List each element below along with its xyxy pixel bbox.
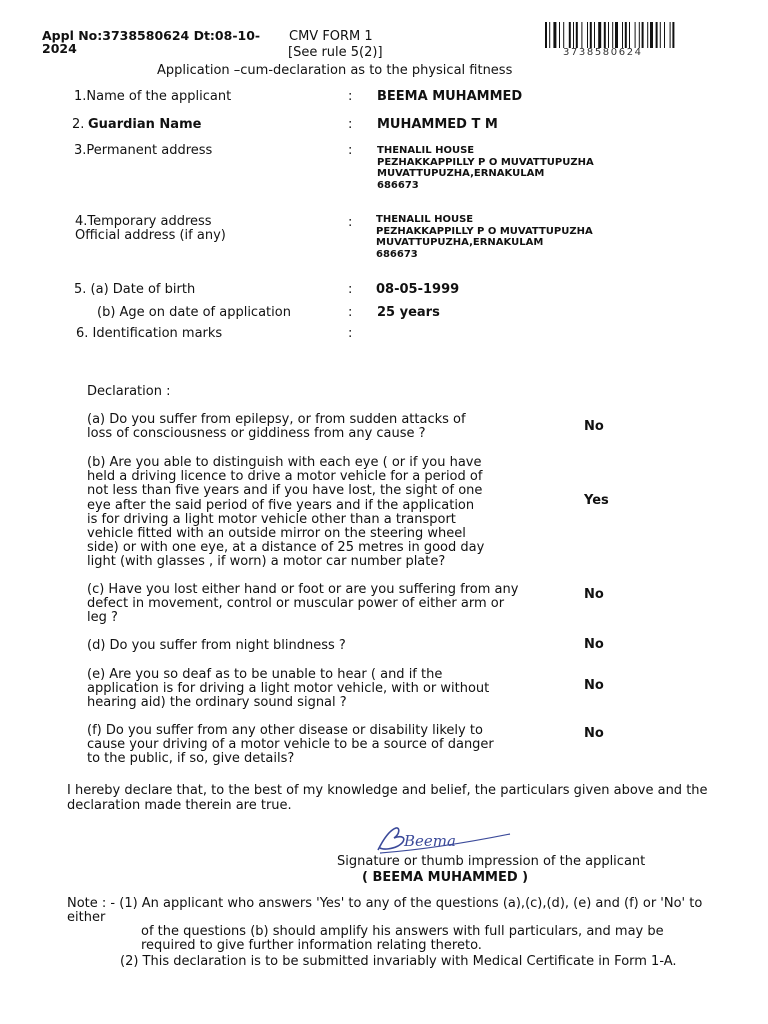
barcode-bar xyxy=(576,22,578,48)
date-of-birth-value: 08-05-1999 xyxy=(376,282,460,297)
answer-c: No xyxy=(584,587,604,602)
answer-a: No xyxy=(584,419,604,434)
question-c: (c) Have you lost either hand or foot or are you suffering from any defect in movement, control or muscular power of either arm or leg ? xyxy=(87,582,519,626)
barcode-bar xyxy=(647,22,648,48)
official-address-label: Official address (if any) xyxy=(75,228,226,243)
guardian-name-value: MUHAMMED T M xyxy=(377,117,498,132)
barcode-bar xyxy=(660,22,661,48)
colon: : xyxy=(348,215,353,230)
question-e: (e) Are you so deaf as to be unable to hear ( and if the application is for driving a light motor vehicle, with or without hearing aid) the ordinary sound signal ? xyxy=(87,667,490,711)
address-line: 686673 xyxy=(377,179,419,191)
barcode-bar xyxy=(598,22,601,48)
guardian-name-label: Guardian Name xyxy=(88,117,202,132)
barcode-bar xyxy=(608,22,609,48)
barcode-bar xyxy=(545,22,547,48)
barcode-bar xyxy=(590,22,592,48)
answer-b: Yes xyxy=(584,493,609,508)
temporary-address-value xyxy=(376,214,593,260)
question-d: (d) Do you suffer from night blindness ? xyxy=(87,638,346,653)
address-line: THENALIL HOUSE xyxy=(377,145,475,156)
colon: : xyxy=(348,117,353,132)
answer-f: No xyxy=(584,726,604,741)
barcode-bar xyxy=(569,22,571,48)
barcode-bar xyxy=(629,22,630,48)
guardian-number: 2. xyxy=(72,117,85,132)
address-line: PEZHAKKAPPILLY P O MUVATTUPUZHA xyxy=(376,225,593,237)
barcode-bar xyxy=(635,22,636,48)
question-b: (b) Are you able to distinguish with each eye ( or if you have held a driving licence to drive a motor vehicle for a period of not less than five years and if you have lost, the sight of one eye after the said period of five years and if the application is for driving a light motor vehicle other than a transport vehicle fitted with an outside mirror on the steering wheel side) or with one eye, at a distance of 25 metres in good day light (with glasses , if worn) a motor car number plate? xyxy=(87,455,485,570)
date-of-birth-label: 5. (a) Date of birth xyxy=(74,282,196,297)
question-f: (f) Do you suffer from any other disease or disability likely to cause your driving of a motor vehicle to be a source of danger to the public, if so, give details? xyxy=(87,723,494,767)
address-line: PEZHAKKAPPILLY P O MUVATTUPUZHA xyxy=(377,156,594,168)
barcode-bar xyxy=(672,22,674,48)
barcode-bar xyxy=(642,22,644,48)
barcode-image xyxy=(545,22,715,48)
barcode-bar xyxy=(559,22,560,48)
applicant-name-label: 1.Name of the applicant xyxy=(74,89,232,104)
application-number: Appl No:3738580624 Dt:08-10-2024 xyxy=(42,28,261,56)
address-line: THENALIL HOUSE xyxy=(376,214,474,225)
barcode-bar xyxy=(639,22,640,48)
signature-script: Beema xyxy=(404,832,456,850)
permanent-address-label: 3.Permanent address xyxy=(74,143,213,158)
question-a: (a) Do you suffer from epilepsy, or from sudden attacks of loss of consciousness or giddiness from any cause ? xyxy=(87,412,466,442)
barcode-bar xyxy=(587,22,588,48)
address-line: 686673 xyxy=(376,248,418,260)
form-title: CMV FORM 1 xyxy=(289,29,373,44)
answer-e: No xyxy=(584,678,604,693)
barcode-bar xyxy=(650,22,653,48)
identification-marks-label: 6. Identification marks xyxy=(76,326,223,341)
note-1: Note : - (1) An applicant who answers 'Yes' to any of the questions (a),(c),(d), (e) and (f) or 'No' to either xyxy=(67,896,703,925)
barcode-bar xyxy=(563,22,564,48)
age-value: 25 years xyxy=(377,305,440,320)
signature-caption: Signature or thumb impression of the applicant xyxy=(337,854,646,869)
declaration-title: Declaration : xyxy=(87,384,171,399)
barcode-bar xyxy=(670,22,671,48)
barcode-bar xyxy=(625,22,627,48)
barcode-bar xyxy=(581,22,582,48)
note-1-continued: of the questions (b) should amplify his answers with full particulars, and may be required to give further information relating thereto. xyxy=(141,924,664,953)
barcode-bar xyxy=(553,22,556,48)
document-heading: Application –cum-declaration as to the physical fitness xyxy=(157,63,513,78)
barcode-bar xyxy=(612,22,613,48)
barcode-bar xyxy=(622,22,623,48)
colon: : xyxy=(348,89,353,104)
age-label: (b) Age on date of application xyxy=(97,305,291,320)
barcode-bar xyxy=(594,22,595,48)
barcode-number: 3738580624 xyxy=(563,47,643,58)
colon: : xyxy=(348,305,353,320)
barcode-bar xyxy=(615,22,618,48)
declaration-statement: I hereby declare that, to the best of my knowledge and belief, the particulars given above and the declaration made therein are true. xyxy=(67,783,708,813)
colon: : xyxy=(348,282,353,297)
barcode-bar xyxy=(549,22,550,48)
form-rule: [See rule 5(2)] xyxy=(288,45,383,60)
barcode-bar xyxy=(664,22,665,48)
signatory-name: ( BEEMA MUHAMMED ) xyxy=(362,870,529,885)
note-2: (2) This declaration is to be submitted invariably with Medical Certificate in Form 1-A. xyxy=(120,954,677,969)
colon: : xyxy=(348,143,353,158)
applicant-name-value: BEEMA MUHAMMED xyxy=(377,89,523,104)
address-line: MUVATTUPUZHA,ERNAKULAM xyxy=(377,168,545,179)
address-line: MUVATTUPUZHA,ERNAKULAM xyxy=(376,237,544,248)
temporary-address-label: 4.Temporary address xyxy=(75,214,212,229)
answer-d: No xyxy=(584,637,604,652)
barcode-bar xyxy=(604,22,606,48)
barcode-bar xyxy=(656,22,658,48)
barcode-bar xyxy=(573,22,574,48)
colon: : xyxy=(348,326,353,341)
permanent-address-value xyxy=(377,145,594,191)
